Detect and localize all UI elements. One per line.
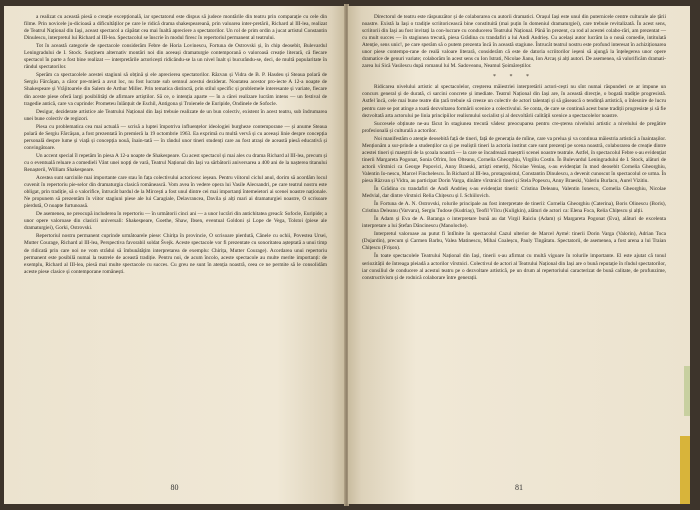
paragraph: Piesa cu problematica cea mai actuală — scrisă a luptei împotriva influențelor ideologiei burgheze contemporane — și anume Steaua polară de Sergiu Fărcășan, a fost prezentată în premieră la 19 octombrie 1963. Ea exprimă cu multă vervă și cu aceeași linie despre concepția personală despre lume și viață și concepția nouă, înain-tată — în rândul unor tineri studenți care au fost atrași de această piesă educativă și convingătoare. xyxy=(24,123,327,151)
right-page-top-section xyxy=(362,14,666,70)
paragraph: Acestea sunt sarcinile mai importante care stau în fața colectivului actoricesc ieșean. Pentru viitorul ciclul anul, dorim să acordăm locul cuvenit în repertoriu pie-selor din dramaturgia clasică românească. Vom avea în vedere opera lui Vasile Alecsandri, pe care teatrul nostru este obligat, prin tradiție, să o valorifice, întrucât bardul de la Mircești a fost unul dintre cei mai importanți întemeietori ai scenei noastre naționale. Ne propunem să prezentăm în viitor stagiuni piese ale lui Caragiale, Delavrancea, Davila și alți mari ai dramaturgiei noastre, O scrisoare pierdută, O noapte furtunoasă. xyxy=(24,175,327,210)
page-marker-tab-green xyxy=(684,366,690,416)
paragraph: Ridicarea nivelului artistic al spectacolelor, creșterea măiestriei interpretării actori-cești nu sînt numai răspunderi ce ar impune un concurs general și de durată, ci sarcini concrete și imediate. Teatrul Național din Iași are, în această direcție, o bogată tradiție progresistă. Astfel încă, cele mai bune teatre din țară trebuie să creeze un colectiv de actori talentați și să găsească o tendință artistică, o înlesnire de lucru pentru care se pot atinge a toată dezvoltarea formării scenice a colectivului. Se conta, de care se continuă acest bune tradiții progresiste și să fie dezvoltată arta actorului pe linia principiilor realismului socialist și al dezvoltării calității scenice a spectacolelor noastre. xyxy=(362,84,666,119)
paragraph: a realizat cu această piesă o creație excepțională, iar spectatorul este dispus să judece montările din teatru prin comparație cu cele din filme. Prin novicele ju-dicioasă a dificultăților pe care le ridică drama shakespeareană, prin valoarea inter-pretării, Richard al III-lea, realizat de Teatrul Național din Iași, aceast spectacol a căpătat cea mai înaltă apreciere a spectatorilor. Un rol de prim ordin a jucat artistul Constantin Dinulescu, interpretul lui Richard al III-lea. Spectacolul se înscrie în modul firesc în repertoriul permanent al teatrului. xyxy=(24,14,327,42)
left-page xyxy=(4,6,345,504)
paragraph: În toate spectacolele Teatrului Național din Iași, tinerii s-au afirmat cu multă vigoare în rolurile importante. El este ajutat că tonul seriozității de întreaga pleiadă a actorilor vîrstnici. Colectivul de actori al Teatrului Național din Iași are o bună reputație în rîndul spectatorilor, iar consiliul de conducere al acestui teatru pe o dezvoltare artistică, pe un drum al repertoriului caracterizat de bună calitate, de profunzime, constructivism și de rodnică colaborare între generații. xyxy=(362,253,666,281)
paragraph: De asemenea, ne preocupă includerea în repertoriu — în următorii cinci ani — a unor lucrări din antichitatea greacă: Sofocle, Euripide; a unor opere valoroase din clasicii universali: Shakespeare, Goethe, Shaw, Ibsen, eventual Goldoni și Lope de Vega, Tolstoi (piese ale dramaturgiei), Gorki, Ostrovski. xyxy=(24,211,327,232)
paragraph: Succesele obținute ne-au făcut în stagiunea trecută vădesc preocuparea pentru cre-șterea nivelului artistic a nivelului de pregătire profesională și culturală a actorilor. xyxy=(362,120,666,134)
page-marker-tab-yellow xyxy=(680,436,690,504)
left-page-text-column xyxy=(24,14,327,276)
right-page xyxy=(348,6,690,504)
right-page-text-column xyxy=(362,14,666,282)
paragraph: Directorul de teatru este răspunzător și de colaborarea cu autorii dramatici. Orașul Iași este unul din puternicele centre culturale ale țării noastre. Există la Iași o tradiție scriitoricească bine constituită (mai puțin în domeniul dramaturgiei), care trebuie revitalizată. În acest sens, scriitorii din Iași au fost invitați la con-lucrare cu conducerea Teatrului Național. Până în prezent, ca rod al acestei colabo-rări, am prezentat — cu mult succes — în stagiunea trecută, piesa Grădina cu trandafiri a lui Andi Andrieș. Cu același autor lucrăm la o nouă comedie, intitulată Atenție, sens unic!, pe care sperăm să o putem prezenta încă în această stagiune. Întrucât teatrul nostru este profund interesat în achiziționarea unor piese contempo-rane de reală valoare literară, considerăm că este de datoria scriitorilor ieșeni să ajungă la înțelegerea unor opere dramatice de genuri variate; colaborăm în acest sens cu Ion Istrati, Nicolae Jianu, Ion Arcaș și alți autori. De asemenea, să valorificăm dramati-zarea lui Sică Vasilescu după romanul lui M. Sadoveanu, Neamul Șoimăreștilor. xyxy=(362,14,666,70)
paragraph: În Adam și Eva de A. Baranga o interpretare bună au dat Virgil Raiciu (Adam) și Margareta Pogonat (Eva), alături de excelenta interpretare a lui Ștefan Dăncinescu (Manoloche). xyxy=(362,216,666,230)
paragraph: Noi manifestăm o atenție deosebită față de tineri, față de generația de mîine, care va prelua și va continua măiestria artistică a înaintașilor. Menționăm a sur-prinde a studenților ca și pe realiștii tineri la actoria institut care sunt prezenți pe scena noastră, colaborarea de creație dintre acestei tineri și maeștrii de la școala noastră — la care se încadrează maeștrii scenei noastre teatrale. Astfel, în spectacolul Febre s-au evidențiat tinerii Margareta Pogonat, Sonia Ofrim, Ion Olteanu, Cornelia Gheorghiu, Virgiliu Costin. În Bulevardul Leningradului de I. Stock, alături de actorii vîrstnici ca George Popovici, Anny Braeski, artiști emeriți, Nicolae Veniaș, s-au evidențiat în mod deosebit Cornelia Gheorghiu, Valentin Io-nescu, Marcel Finchelescu. În Richard al III-lea, protagonistul, Constantin Dinulescu, a devenit cunoscut în spectacolul ce urma. În piesa Răzvan și Vidra, au participat Dorin Varga, dinătre vîrstnicii tineri și Stela Popescu, Anny Braeski, Valeriu Burlacu, Aurel Vizitiu. xyxy=(362,135,666,184)
paragraph: Interpretul valoroase au putut fi întîlnite în spectacolul Cazul ulterior de Marcel Aymé: tinerii Dorin Varga (Valorin), Adrian Toca (Dujardin), precum și Carmen Barbu, Valea Matinescu, Mihai Coaleșcu, Pauly Tingătatu. Spectatorii, de asemenea, a fost arena a lui Traian Chițescu (Frișon). xyxy=(362,231,666,252)
right-page-bottom-section xyxy=(362,84,666,281)
paragraph: Repertoriul nostru permanent cuprinde următoarele piese: Chirița în provincie, O scrisoare pierdută, Cânele cu ochii, Povestea Ursei, Mutter Courage, Richard al III-lea, Perspectiva favorabil soldat Švejk. Aceste spectacole vor fi prezentate cu sonoritatea așteptată a unui timp de ridicată prin care noi ne vom strădui să îmbunătățim interpretarea de exemplu: Chirița, Mutter Courage). Acordarea unui repertoriu permanent este posibilă numai la teatrele de această tradiție. Pentru noi, de acum încolo, aceste spectacole au multe merite importanți: de exemplu, Richard al III-lea, piesă mai multe spectacole cu succes. Cu greu ne sunt în atenția noastră, ceea ce ne permite să le consolidăm aceste piese clasice și contemporane românești. xyxy=(24,233,327,275)
left-page-number: 80 xyxy=(170,483,179,492)
paragraph: Sperăm ca spectacolele acestei stagiuni să obțină și ele aprecierea spectatorilor. Răzvan și Vidra de B. P. Hasdeu și Steaua polară de Sergiu Fărcășan, a căror pre-mieră a avut loc, nu fost lucrate sub semnul acestui deziderat. Noutatea acestor pro-iecte A 12-a noapte de Shakespeare și Vrăjitoarele din Salem de Arthur Miller. Prin tematica distinctă, prin stilul specific și problemele interesante și variate, fiecare din aceste piese oferă largi posibilități de afirmare artiștilor. Să ce, o intenția aparte — în a cărei realizare lucrăm intens — un festival de tragedie antică, care va cuprinde: Prometeu înlănțuit de Eschil, Antigona și Troienele de Euripide, Ondinele de Sofocle. xyxy=(24,72,327,107)
paragraph: În Fortuna de A. N. Ostrovski, rolurile principale au fost interpretate de tinerii: Cornelia Gheorghiu (Caterina), Boris Olinescu (Boris), Cristina Deleanu (Varvara), Sergiu Tudose (Kudriaș), Teofil Vîlcu (Kuligkin), alături de actori ca: Elena Foca, Relia Chițescu și alții. xyxy=(362,201,666,215)
paragraph: În Grădina cu trandafiri de Andi Andrieș s-au evidențiat tinerii: Cristina Deleanu, Valentin Ionescu, Cornelia Gheorghiu, Nicolae Medvial, dar dintre vîrstnici Relia Chițescu și I. Schiilovich. xyxy=(362,186,666,200)
paragraph: Tot în această categorie de spectacole considerăm Febre de Horia Lovinescu, Fortuna de Ostrovski și, în chip deosebit, Bulevardul Leningradului de I. Stock. Susținem alternativ montări noi din aceeași dramaturgie contemporană o valoroasă creație literară, că fiecare spectacol în parte a fost bine realizat — interpretările actoricești ridicându-se la un nivel înalt și bucurându-se, deci, de multă popularitate în rândul spectatorilor. xyxy=(24,43,327,71)
section-separator: * * * xyxy=(493,74,535,81)
right-page-number: 81 xyxy=(515,483,523,492)
paragraph: Desigur, deziderate artistice ale Teatrului Național din Iași trebuie realizate de un bun colectiv, existent în acest teatru, sub îndrumarea unei bune colectiv de regizori. xyxy=(24,108,327,122)
paragraph: Un accent special îl repetăm în piesa A 12-a noapte de Shakespeare. Cu acest spectacol și mai ales cu drama Richard al III-lea, precum și cu o eventuală reluare a comedieli Vânt unei nopți de vară, Teatrul Național din Iași va sărbătorii aniversarea a 400 ani de la nașterea titanului Renașterii, William Shakespeare. xyxy=(24,152,327,173)
